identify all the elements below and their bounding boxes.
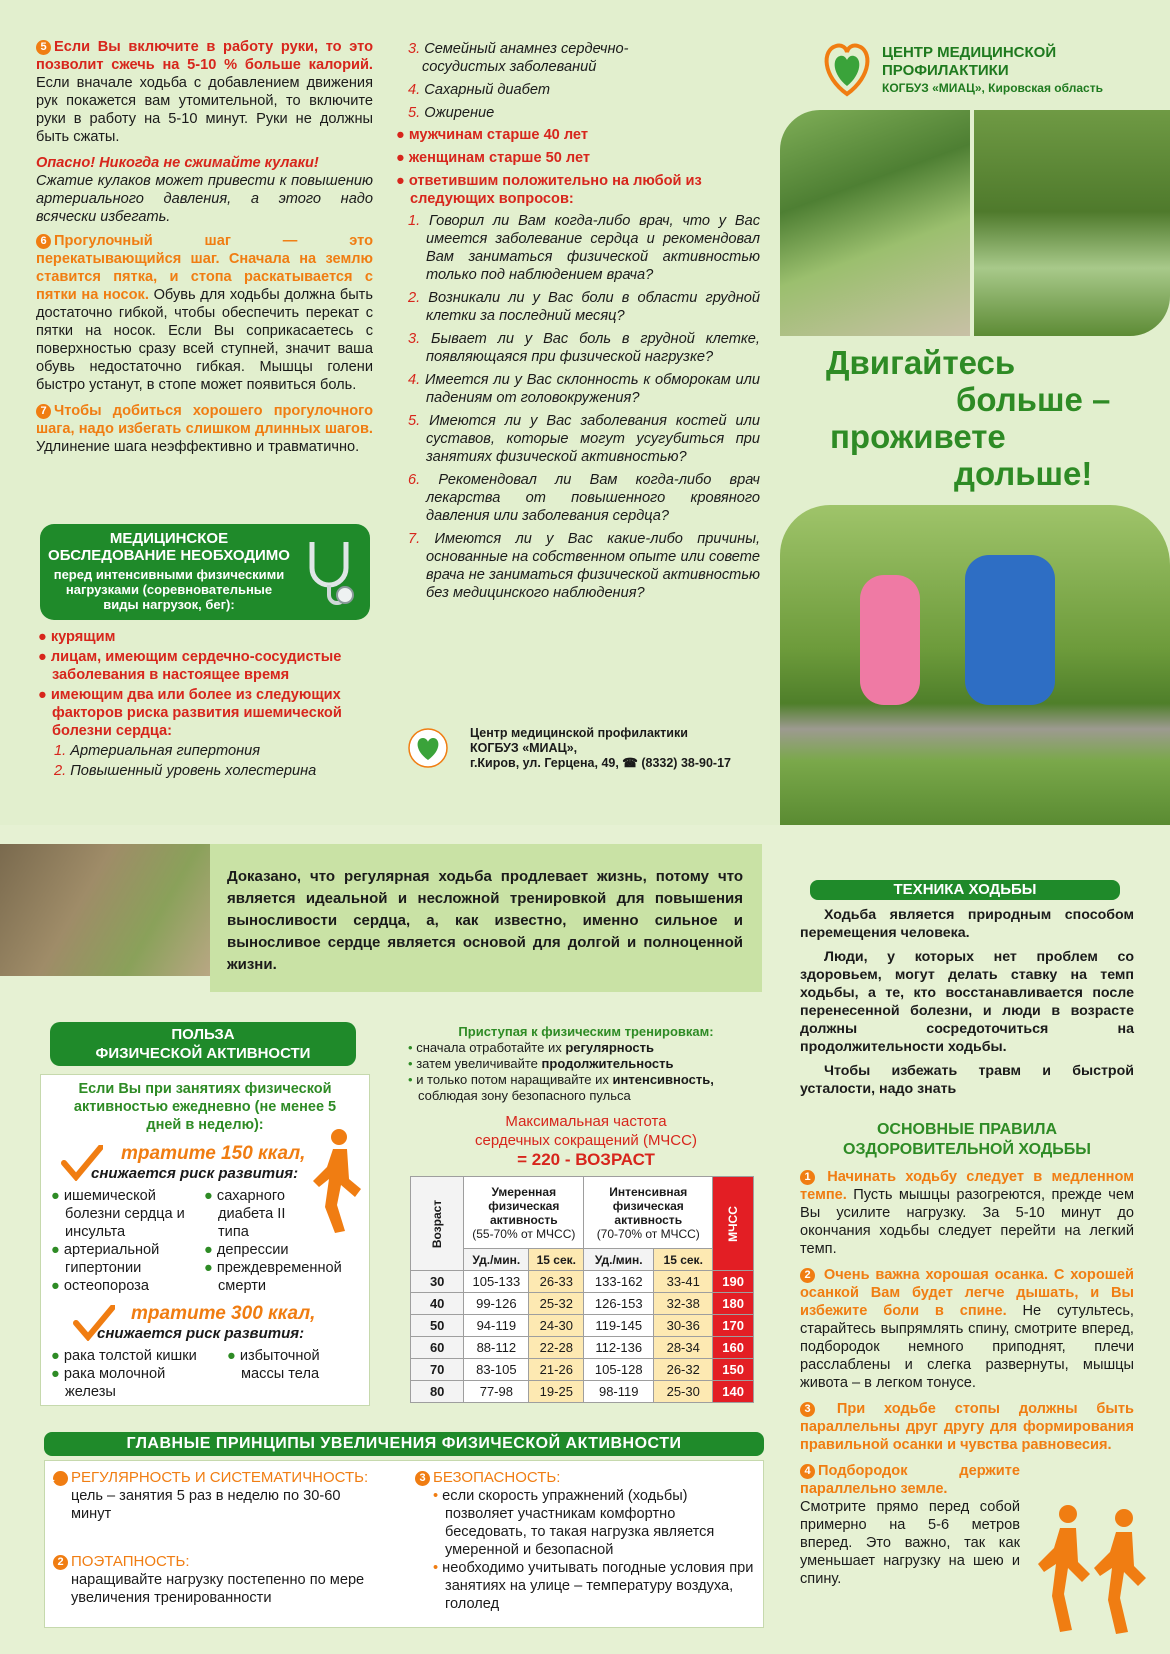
- point-5: 5 Если Вы включите в работу руки, то это позволит сжечь на 5-10 % больше калорий. Если вначале ходьба с добавлением движения рук покажется вам утомительной, то включите руки в работу на 5-10 минут. Руки не должны быть сжаты.: [36, 39, 373, 145]
- principle-3: 3 БЕЗОПАСНОСТЬ: • если скорость упражнений (ходьбы) позволяет участникам комфортно беседовать, то такая нагрузка является умеренной и безопасной • необходимо учитывать погодные условия при занятиях на улице – температуру воздуха, гололед: [415, 1469, 755, 1613]
- number-6-icon: 6: [36, 234, 51, 249]
- benefit-list-150b: ● сахарного диабета II типа ● депрессии ● преждевременной смерти: [204, 1188, 342, 1294]
- tech-text: Ходьба является природным способом перемещения человека. Люди, у которых нет проблем со здоровьем, могут делать ставку на темп ходьбы, а те, кто восстанавливается после перенесенной болезни, и люди в возрасте должны сосредоточиться на продолжительности ходьбы. Чтобы избежать травм и быстрой усталости, надо знать: [800, 907, 1134, 1097]
- runners-icon: [1030, 1504, 1154, 1636]
- list-item: ● ответившим положительно на любой из следующих вопросов:: [396, 173, 702, 207]
- benefit-list-300b: ● избыточной массы тела: [227, 1348, 320, 1382]
- list-item: 2. Повышенный уровень холестерина: [54, 763, 317, 779]
- question-item: 4. Имеется ли у Вас склонность к обморокам или падениям от головокружения?: [408, 372, 761, 406]
- exam-banner: МЕДИЦИНСКОЕ ОБСЛЕДОВАНИЕ НЕОБХОДИМО перед интенсивными физическими нагрузками (соревновательные виды нагрузок, бег):: [40, 524, 370, 620]
- danger-title: Опасно! Никогда не сжимайте кулаки!: [36, 155, 319, 171]
- question-item: 1. Говорил ли Вам когда-либо врач, что у Вас имеется заболевание сердца и рекомендовал Вам заниматься физической активностью только под наблюдением врача?: [408, 213, 760, 283]
- principle-1: 1 РЕГУЛЯРНОСТЬ И СИСТЕМАТИЧНОСТЬ: цель – занятия 5 раз в неделю по 30-60 минут: [48, 1469, 369, 1522]
- point-6: 6 Прогулочный шаг — это перекатывающийся шаг. Сначала на землю ставится пятка, и стопа раскатывается с пятки на носок. Обувь для ходьбы должна быть достаточно гибкой, чтобы обеспечить перекат с пятки на носок. Если Вы соприкасаетесь с поверхностью сразу всей ступней, значит ваша обувь недостаточно гибкая. Мышцы голени быстро устанут, в стопе может появиться боль.: [36, 233, 373, 393]
- benefit-list-300a: ● рака толстой кишки ● рака молочной железы: [51, 1348, 197, 1400]
- number-3-icon: 3: [415, 1471, 430, 1486]
- number-2-icon: 2: [800, 1268, 815, 1283]
- question-item: 5. Имеются ли у Вас заболевания костей или суставов, которые могут усугубиться при занятиях физической активностью?: [408, 413, 760, 465]
- org-contacts: Центр медицинской профилактики КОГБУЗ «МИАЦ», г.Киров, ул. Герцена, 49, ☎ (8332) 38-90-17: [408, 722, 768, 772]
- slogan: Двигайтесь больше – проживете дольше!: [826, 344, 1111, 492]
- center-logo: ЦЕНТР МЕДИЦИНСКОЙ ПРОФИЛАКТИКИ КОГБУЗ «МИАЦ», Кировская область: [818, 36, 1148, 106]
- rule-2: 2 Очень важна хорошая осанка. С хорошей осанкой Вам будет легче дышать, и Вы избежите боли в спине. Не сутультесь, старайтесь выпрямлять спину, смотрите вперед, подбородок немного приподнят, плечи расслаблены и слегка развернуты, мышцы живота – в легком тонусе.: [800, 1267, 1134, 1391]
- number-3-icon: 3: [800, 1402, 815, 1417]
- jogger-woman-figure: [860, 575, 920, 705]
- rule-1: 1 Начинать ходьбу следует в медленном темпе. Пусть мышцы разогреются, прежде чем Вы усилите нагрузку. За 5-10 минут до окончания ходьбы следует перейти на легкий темп.: [800, 1169, 1134, 1257]
- list-item: ● имеющим два или более из следующих факторов риска развития ишемической болезни сердца:: [38, 687, 342, 739]
- tech-title: ТЕХНИКА ХОДЬБЫ: [810, 880, 1120, 900]
- question-item: 3. Бывает ли у Вас боль в грудной клетке, появляющаяся при физической нагрузке?: [408, 331, 760, 365]
- question-item: 6. Рекомендовал ли Вам когда-либо врач лекарства от повышенного кровяного давления или заболевания сердца?: [408, 472, 760, 524]
- jogger-man-figure: [965, 555, 1055, 705]
- number-2-icon: 2: [53, 1555, 68, 1570]
- photo-couple-walking: [974, 110, 1170, 336]
- table-row: 80 77-98 19-25 98-119 25-30 140: [411, 1381, 754, 1403]
- principles-box: [44, 1460, 764, 1628]
- number-1-icon: 1: [53, 1471, 68, 1486]
- intro-panel: Доказано, что регулярная ходьба продлевает жизнь, потому что является идеальной и несложной тренировкой для повышения выносливости сердца, а, как известно, именно сильное и выносливое сердце является основой для долгой и полноценной жизни.: [210, 844, 762, 992]
- heart-logo-icon: [408, 728, 448, 768]
- question-item: 7. Имеются ли у Вас какие-либо причины, основанные на собственном опыте или совете врача не заниматься физической активностью без медицинского наблюдения?: [408, 531, 760, 601]
- rules-title: ОСНОВНЫЕ ПРАВИЛА ОЗДОРОВИТЕЛЬНОЙ ХОДЬБЫ: [843, 1121, 1091, 1158]
- photo-couple-jogging: [780, 505, 1170, 825]
- photo-woman-walking: [780, 110, 970, 336]
- rule-4: 4 Подбородок держите параллельно земле. Смотрите прямо перед собой примерно на 5-6 метров вперед. Это важно, так как уменьшает нагрузку на шею и спину.: [800, 1463, 1020, 1587]
- list-item: 5. Ожирение: [408, 105, 495, 121]
- list-item: ● курящим: [38, 629, 116, 645]
- benefit-list-150a: ● ишемической болезни сердца и инсульта ● артериальной гипертонии ● остеопороза: [51, 1188, 185, 1294]
- exam-list: [38, 628, 378, 780]
- number-5-icon: 5: [36, 40, 51, 55]
- list-item: 3. Семейный анамнез сердечно-сосудистых заболеваний: [408, 41, 629, 75]
- principle-2: 2 ПОЭТАПНОСТЬ: наращивайте нагрузку постепенно по мере увеличения тренированности: [53, 1553, 383, 1607]
- point-7: 7 Чтобы добиться хорошего прогулочного шага, надо избегать слишком длинных шагов. Удлинение шага неэффективно и травматично.: [36, 403, 373, 455]
- question-item: 2. Возникали ли у Вас боли в области грудной клетки за последний месяц?: [408, 290, 760, 324]
- rule-3: 3 При ходьбе стопы должны быть параллельны друг другу для формирования правильной осанки и чувства равновесия.: [800, 1401, 1134, 1453]
- benefit-box: Если Вы при занятиях физической активностью ежедневно (не менее 5 дней в неделю): тратите 150 ккал, снижается риск развития: ● ишемической болезни сердца и инсульта ● артериальной гипертонии ● остеопороза ● сахарного диабета II типа ● депрессии ● преждевременной смерти тратите 300 ккал, снижается риск развития: ● рака толстой кишки ● рака молочной железы ● избыточной массы тела: [40, 1074, 370, 1406]
- principles-title: ГЛАВНЫЕ ПРИНЦИПЫ УВЕЛИЧЕНИЯ ФИЗИЧЕСКОЙ АКТИВНОСТИ: [44, 1432, 764, 1456]
- table-row: 60 88-112 22-28 112-136 28-34 160: [411, 1337, 754, 1359]
- column-2: [396, 40, 761, 602]
- mchss-header: Максимальная частота сердечных сокращений (МЧСС) = 220 - ВОЗРАСТ: [475, 1113, 697, 1169]
- number-4-icon: 4: [800, 1464, 815, 1479]
- training-steps: Приступая к физическим тренировкам: • сначала отработайте их регулярность • затем увеличивайте продолжительность • и только потом наращивайте их интенсивность, соблюдая зону безопасного пульса: [408, 1024, 714, 1103]
- photo-walking-feet: [0, 844, 210, 976]
- questions-list: [408, 212, 760, 602]
- table-row: 70 83-105 21-26 105-128 26-32 150: [411, 1359, 754, 1381]
- number-1-icon: 1: [800, 1170, 815, 1185]
- list-item: ● мужчинам старше 40 лет: [396, 127, 589, 143]
- heart-rate-table: Возраст Умеренная физическая активность (55-70% от МЧСС) Интенсивная физическая активность (70-70% от МЧСС) МЧСС Уд./мин. 15 сек. Уд./мин. 15 сек. 30 105-133 26-33 133-162 33-41 190 40 99-126 25-32 126-153 32-38 180 50 94-119 24-30 119-145 30-36 170 60 88-112 22-28 112-136 28-34 160 70 83-105 21-26 105-128 26-32 150 80 77-98 19-25 98-119 25-30 140: [410, 1176, 754, 1403]
- stethoscope-icon: [296, 538, 362, 608]
- list-item: 4. Сахарный диабет: [408, 82, 550, 98]
- heart-house-logo-icon: [818, 36, 876, 100]
- benefit-title: ПОЛЬЗА ФИЗИЧЕСКОЙ АКТИВНОСТИ: [50, 1022, 356, 1066]
- list-item: ● лицам, имеющим сердечно-сосудистые заболевания в настоящее время: [38, 649, 342, 683]
- table-row: 50 94-119 24-30 119-145 30-36 170: [411, 1315, 754, 1337]
- list-item: ● женщинам старше 50 лет: [396, 150, 591, 166]
- number-7-icon: 7: [36, 404, 51, 419]
- column-1: [36, 38, 373, 456]
- list-item: 1. Артериальная гипертония: [54, 743, 261, 759]
- danger-body: Сжатие кулаков может привести к повышению артериального давления, а этого надо всячески избегать.: [36, 173, 373, 225]
- table-row: 40 99-126 25-32 126-153 32-38 180: [411, 1293, 754, 1315]
- table-row: 30 105-133 26-33 133-162 33-41 190: [411, 1271, 754, 1293]
